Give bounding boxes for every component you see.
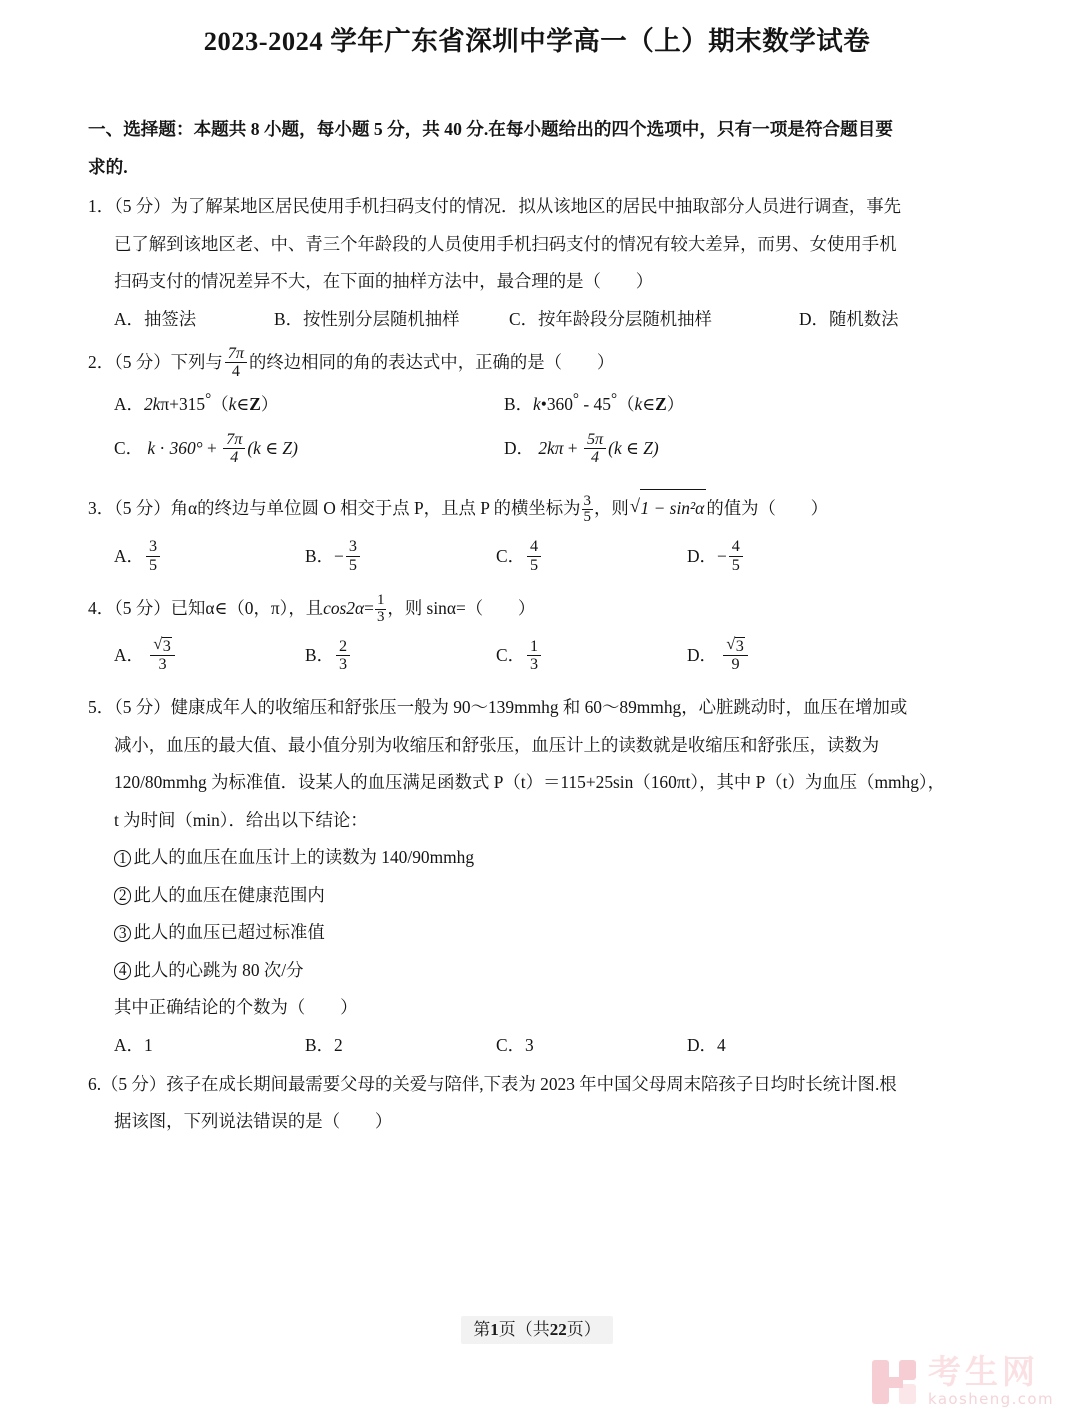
option-4-D[interactable]: D． √ $\frac{3}{9}$ — [687, 627, 878, 683]
circled-number-4: 4 — [114, 962, 131, 979]
question-5-tail: 其中正确结论的个数为（ ） — [114, 997, 358, 1018]
option-2-D[interactable]: D． 2kπ + $\frac{5\pi}{4}$ (k ∈ Z) — [504, 430, 659, 467]
page-footer — [0, 1316, 1074, 1344]
section-header-line-1: 一、选择题：本题共 8 小题，每小题 5 分，共 40 分.在每小题给出的四个选项中，只有一项是符合题目要 — [88, 119, 893, 140]
option-3-C-letter: C． — [496, 545, 525, 566]
question-5-line-3: 120/80mmhg 为标准值．设某人的血压满足函数式 P（t）＝115+25sin（160πt），其中 P（t）为血压（mmhg）， — [114, 772, 945, 793]
question-1-label: 1．（5 分） — [88, 196, 171, 217]
option-1-B[interactable] — [274, 301, 509, 338]
question-5-line-1 — [88, 689, 996, 727]
option-1-C[interactable] — [509, 301, 799, 338]
fraction-5pi-over-4-optD: $\frac{5\pi}{4}$ — [584, 431, 606, 467]
option-1-A-letter: A． — [114, 308, 144, 329]
option-3-D[interactable] — [687, 528, 878, 584]
option-5-B[interactable] — [305, 1027, 496, 1064]
conclusion-4-text: 此人的心跳为 80 次/分 — [133, 959, 304, 980]
option-4-C-fraction: $\frac{1}{3}$ — [527, 638, 541, 674]
footer-total-pages: 22 — [549, 1319, 567, 1339]
section-header — [88, 110, 996, 186]
question-5-text-1: 健康成年人的收缩压和舒张压一般为 90～139mmhg 和 60～89mmhg，心脏跳动时，血压在增加或 — [170, 697, 908, 718]
option-3-B-letter: B． — [305, 545, 334, 566]
option-5-B-text: 2 — [334, 1034, 343, 1055]
question-4-eq: = — [364, 597, 374, 618]
option-3-C-fraction: $\frac{4}{5}$ — [527, 538, 541, 574]
option-5-A-letter: A． — [114, 1034, 144, 1055]
option-5-D[interactable] — [687, 1027, 878, 1064]
fraction-denominator: 4 — [231, 363, 240, 381]
option-5-A[interactable] — [114, 1027, 305, 1064]
option-3-A-letter: A． — [114, 545, 144, 566]
option-5-A-text: 1 — [143, 1034, 153, 1055]
watermark — [872, 1352, 1054, 1408]
sqrt-3-icon: √ 3 — [153, 637, 172, 655]
option-3-A-fraction: $\frac{3}{5}$ — [146, 538, 160, 574]
exam-page — [0, 12, 1074, 1416]
question-6 — [88, 1066, 996, 1141]
option-3-B-fraction: $\frac{3}{5}$ — [346, 538, 360, 574]
question-1-line-3: 扫码支付的情况差异不大，在下面的抽样方法中，最合理的是（ ） — [114, 271, 654, 292]
option-4-D-fraction: √ $\frac{3}{9}$ — [723, 637, 748, 674]
option-3-A[interactable] — [114, 528, 305, 584]
question-2-options-row-2 — [88, 423, 996, 473]
option-1-A[interactable] — [114, 301, 274, 338]
question-3-options — [88, 528, 996, 584]
sqrt-expression — [630, 489, 707, 528]
option-1-B-text: 按性别分层随机抽样 — [303, 308, 460, 329]
question-3 — [88, 489, 996, 584]
circled-number-3: 3 — [114, 925, 131, 942]
section-header-line-2: 求的. — [88, 157, 128, 178]
fraction-1-over-3-stem: $\frac{1}{3}$ — [376, 592, 385, 625]
option-3-D-letter: D． — [687, 545, 717, 566]
question-5-conclusion-2 — [88, 877, 996, 915]
question-3-stem-p2: ，则 — [594, 498, 629, 519]
option-1-A-text: 抽签法 — [143, 308, 197, 329]
watermark-cn: 考生网 — [928, 1352, 1040, 1391]
fraction-denominator: 5 — [583, 509, 592, 526]
question-3-stem-p3: 的值为（ ） — [706, 498, 829, 519]
question-2-options-row-1 — [88, 381, 996, 423]
option-5-B-letter: B． — [305, 1034, 334, 1055]
conclusion-3-text: 此人的血压已超过标准值 — [133, 922, 325, 943]
question-1-line-2: 已了解到该地区老、中、青三个年龄段的人员使用手机扫码支付的情况有较大差异，而男、女使用手机 — [114, 233, 897, 254]
conclusion-1-text: 此人的血压在血压计上的读数为 140/90mmhg — [133, 847, 475, 868]
question-1 — [88, 188, 996, 338]
option-4-B[interactable]: B． $\frac{2}{3}$ — [305, 627, 496, 683]
question-3-stem-p1: 角α的终边与单位圆 O 相交于点 P，且点 P 的横坐标为 — [170, 498, 581, 519]
option-4-B-fraction: $\frac{2}{3}$ — [336, 638, 350, 674]
option-1-D[interactable] — [799, 301, 899, 338]
question-1-line-1 — [88, 188, 996, 226]
question-5-conclusion-1 — [88, 839, 996, 877]
question-3-label: 3．（5 分） — [88, 498, 171, 519]
option-2-B[interactable]: B．k•360° - 45°（k∈Z） — [504, 391, 685, 415]
question-2-stem-post: 的终边相同的角的表达式中，正确的是（ ） — [249, 351, 615, 372]
question-1-options — [88, 301, 996, 338]
option-1-C-text: 按年龄段分层随机抽样 — [538, 308, 712, 329]
question-5 — [88, 689, 996, 1064]
footer-mid: 页（共 — [498, 1319, 550, 1339]
question-4-stem-p1: 已知α∈（0，π），且 — [170, 597, 324, 618]
option-1-B-letter: B． — [274, 308, 303, 329]
question-6-label: 6.（5 分） — [88, 1073, 167, 1094]
page-number-box — [461, 1316, 613, 1344]
footer-prefix: 第 — [473, 1319, 491, 1339]
question-2 — [88, 344, 996, 473]
fraction-7pi-over-4-optC: $\frac{7\pi}{4}$ — [223, 431, 245, 467]
watermark-text — [928, 1352, 1054, 1408]
fraction-numerator: 7π — [225, 345, 247, 363]
option-5-C-text: 3 — [525, 1034, 534, 1055]
option-3-B[interactable] — [305, 528, 496, 584]
circled-number-1: 1 — [114, 850, 131, 867]
question-4-cos: cos2α — [323, 597, 365, 618]
fraction-numerator: 3 — [583, 492, 592, 509]
question-4-label: 4．（5 分） — [88, 597, 171, 618]
question-5-conclusion-4 — [88, 952, 996, 990]
footer-current-page: 1 — [490, 1319, 499, 1339]
question-3-stem — [88, 489, 996, 528]
option-5-D-text: 4 — [716, 1034, 726, 1055]
page-title: 2023-2024 学年广东省深圳中学高一（上）期末数学试卷 — [203, 26, 871, 56]
option-5-D-letter: D． — [687, 1034, 717, 1055]
question-2-stem-pre: 下列与 — [170, 351, 223, 372]
question-4-stem-p2: ，则 sinα=（ ） — [387, 597, 536, 618]
question-5-line-2: 减小，血压的最大值、最小值分别为收缩压和舒张压，血压计上的读数就是收缩压和舒张压，读数为 — [114, 734, 880, 755]
option-4-A[interactable]: A． √ $\frac{3}{3}$ — [114, 627, 305, 683]
option-1-D-text: 随机数法 — [828, 308, 899, 329]
conclusion-2-text: 此人的血压在健康范围内 — [133, 884, 325, 905]
option-2-C[interactable]: C． k · 360° + $\frac{7\pi}{4}$ (k ∈ Z) — [114, 430, 298, 467]
option-3-C[interactable] — [496, 528, 687, 584]
option-2-A[interactable]: A．2kπ+315°（k∈Z） — [114, 391, 279, 415]
footer-suffix: 页） — [566, 1319, 601, 1339]
question-6-line-1 — [88, 1066, 996, 1104]
question-4 — [88, 590, 996, 684]
option-1-C-letter: C． — [509, 308, 538, 329]
question-6-line-2: 据该图，下列说法错误的是（ ） — [114, 1111, 393, 1132]
question-6-text-1: 孩子在成长期间最需要父母的关爱与陪伴,下表为 2023 年中国父母周末陪孩子日均时长统计图.根 — [166, 1073, 897, 1094]
option-4-A-fraction: √ $\frac{3}{3}$ — [150, 637, 175, 674]
sqrt-3-icon: √ 3 — [726, 637, 745, 655]
exam-content — [70, 110, 1004, 1140]
question-4-stem — [88, 590, 996, 628]
fraction-7pi-over-4 — [225, 345, 247, 381]
question-5-conclusion-3 — [88, 914, 996, 952]
circled-number-2: 2 — [114, 887, 131, 904]
option-3-B-sign: − — [334, 545, 344, 566]
kaosheng-logo-icon — [872, 1360, 916, 1404]
question-5-line-4: t 为时间（min）．给出以下结论： — [114, 809, 368, 830]
fraction-3-over-5-stem — [582, 494, 593, 526]
question-4-options — [88, 627, 996, 683]
question-2-label: 2．（5 分） — [88, 351, 171, 372]
option-1-D-letter: D． — [799, 308, 829, 329]
sqrt-radicand: 1 − sin²α — [640, 489, 707, 528]
option-3-D-fraction: $\frac{4}{5}$ — [729, 538, 743, 574]
option-4-C[interactable]: C． $\frac{1}{3}$ — [496, 627, 687, 683]
question-5-label: 5．（5 分） — [88, 697, 171, 718]
option-3-D-sign: − — [716, 545, 727, 566]
option-5-C-letter: C． — [496, 1034, 525, 1055]
option-5-C[interactable] — [496, 1027, 687, 1064]
question-1-text-1: 为了解某地区居民使用手机扫码支付的情况．拟从该地区的居民中抽取部分人员进行调查，事先 — [170, 196, 902, 217]
watermark-en: kaosheng.com — [928, 1390, 1054, 1408]
question-2-stem — [88, 344, 996, 382]
question-5-options — [88, 1027, 996, 1064]
